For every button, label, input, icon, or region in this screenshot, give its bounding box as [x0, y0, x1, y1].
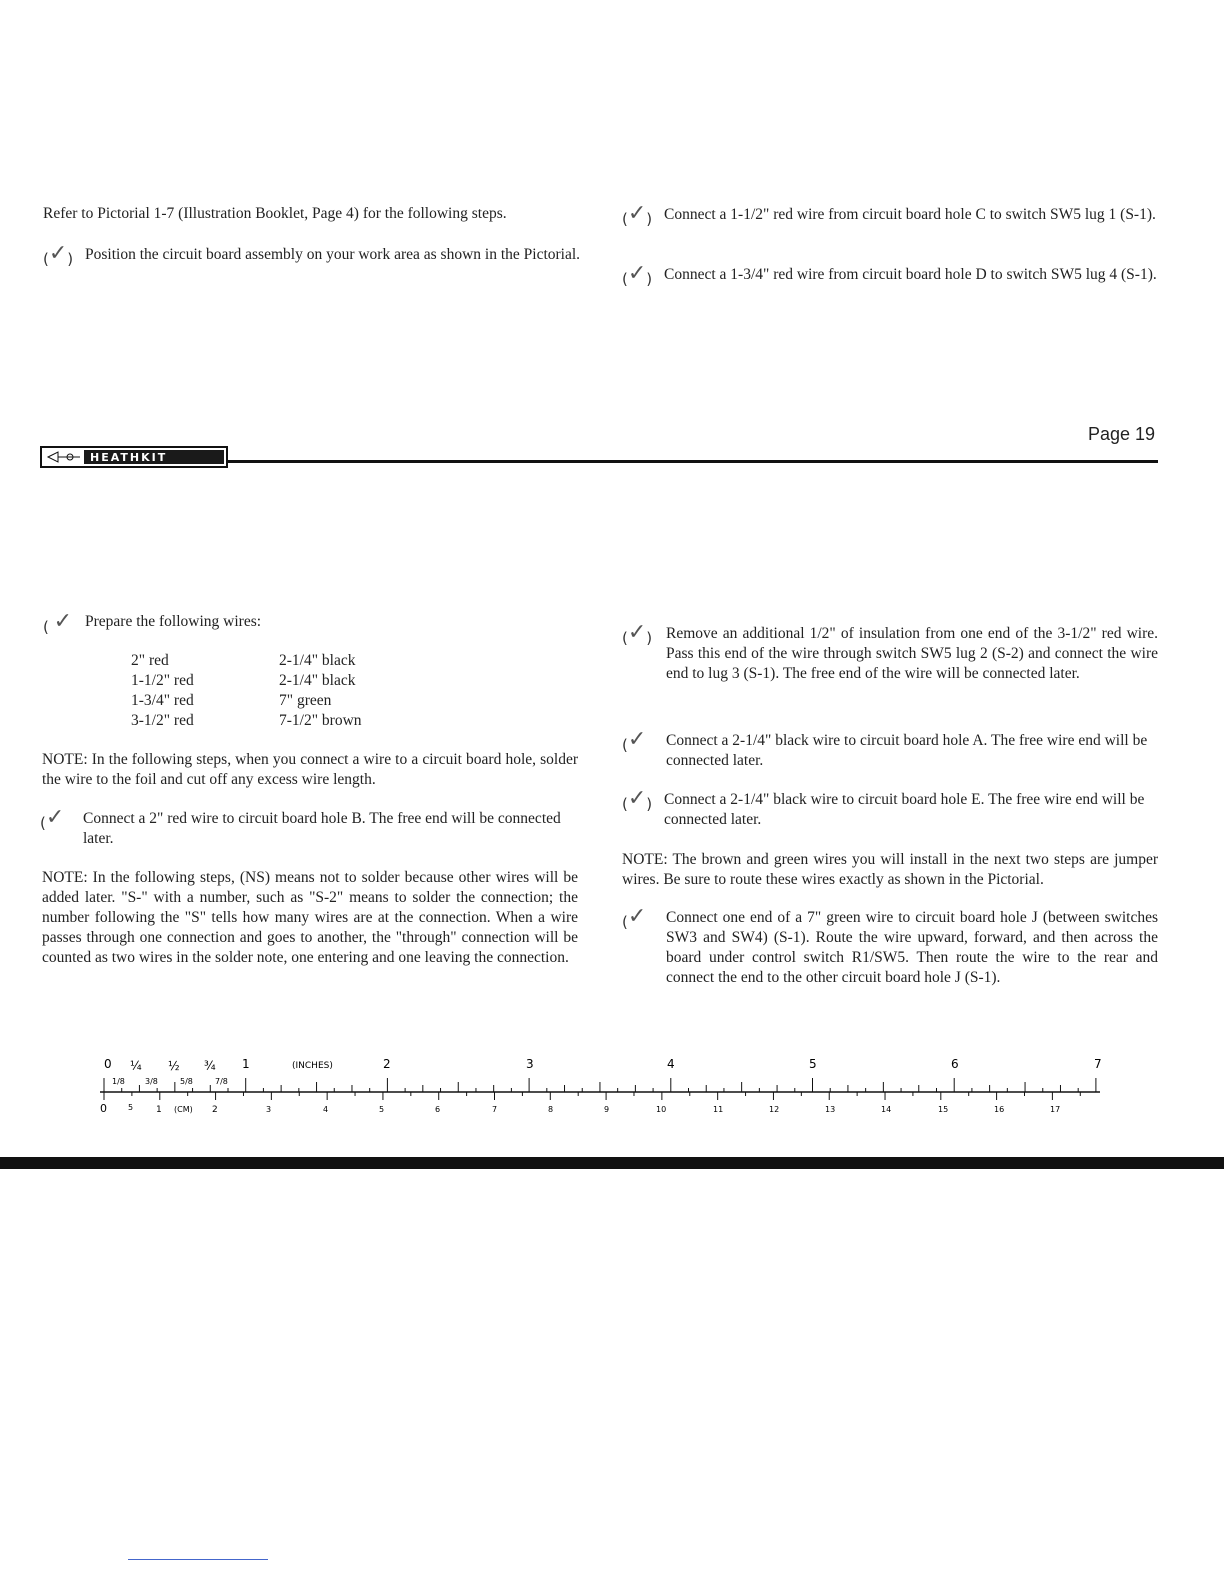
heathkit-logo [40, 446, 228, 468]
ruler-eighth-5: 5/8 [180, 1077, 193, 1086]
ruler-inch-7: 7 [1094, 1057, 1102, 1071]
checkbox[interactable]: (✓) [622, 786, 653, 813]
checkbox[interactable]: (✓ [622, 727, 647, 754]
ruler-cm-2: 2 [212, 1105, 218, 1115]
ruler-half: ½ [168, 1059, 180, 1073]
logo-text: HEATHKIT [90, 450, 168, 464]
ruler-inches-label: (INCHES) [292, 1061, 333, 1071]
check-icon: ✓ [627, 620, 647, 645]
check-icon: ✓ [48, 241, 68, 266]
checkbox[interactable]: (✓ [622, 904, 647, 931]
ruler-inch-5: 5 [809, 1057, 817, 1071]
check-icon: ✓ [627, 201, 647, 226]
ruler-cm-4: 4 [323, 1105, 329, 1114]
check-icon: ✓ [627, 786, 647, 811]
checkbox[interactable]: (✓) [43, 241, 74, 268]
ruler-cm-11: 11 [713, 1105, 724, 1114]
ruler-inch-1: 1 [242, 1057, 250, 1071]
ruler-cm-14: 14 [881, 1105, 892, 1114]
ruler-cm-6: 6 [435, 1105, 441, 1114]
wire-row: 2" red 2-1/4" black [131, 652, 356, 669]
wire-row: 1-3/4" red 7" green [131, 692, 332, 709]
ruler-cm-0: 0 [100, 1102, 107, 1115]
note-solder-foil: NOTE: In the following steps, when you connect a wire to a circuit board hole, solder the wire to the foil and cut off any excess wire length. [42, 751, 578, 788]
ruler-inch-6: 6 [951, 1057, 959, 1071]
heathkit-emblem-icon [44, 450, 84, 464]
ruler-inch-0: 0 [104, 1057, 112, 1071]
check-icon: ✓ [45, 805, 65, 830]
note-solder-codes: NOTE: In the following steps, (NS) means not to solder because other wires will be added later. "S-" with a number, such as "S-2" means to solder the connection; the number following the "S" tells how many wires are at the connection. When a wire passes through one connection and goes to another, the "through" connection will be counted as two wires in the solder note, one entering and one leaving the connection. [42, 869, 578, 966]
ruler-cm-10: 10 [656, 1105, 667, 1114]
ruler-cm-label: (CM) [174, 1105, 193, 1114]
page-number: Page 19 [1088, 424, 1156, 444]
checkbox[interactable]: (✓ [40, 805, 65, 832]
ruler-cm-5mm: 5 [128, 1103, 134, 1112]
checkbox[interactable]: (✓) [622, 261, 653, 288]
inch-ticks [104, 1078, 1096, 1092]
ruler-eighth-7: 7/8 [215, 1077, 228, 1086]
ruler-three-quarter: ¾ [204, 1059, 216, 1073]
ruler-cm-3: 3 [266, 1105, 272, 1114]
ruler-eighth-1: 1/8 [112, 1077, 125, 1086]
ruler-cm-16: 16 [994, 1105, 1005, 1114]
check-icon: ✓ [627, 904, 647, 929]
bottom-rule [0, 1157, 1224, 1169]
ruler-eighth-3: 3/8 [145, 1077, 158, 1086]
ruler-cm-15: 15 [938, 1105, 949, 1114]
ruler-cm-8: 8 [548, 1105, 554, 1114]
ruler-cm-7: 7 [492, 1105, 498, 1114]
header-rule [228, 460, 1158, 463]
ruler-inch-4: 4 [667, 1057, 675, 1071]
ruler-inch-3: 3 [526, 1057, 534, 1071]
checkbox[interactable]: (✓) [622, 620, 653, 647]
ruler-cm-13: 13 [825, 1105, 836, 1114]
ruler-inch-2: 2 [383, 1057, 391, 1071]
checkbox[interactable]: ( ✓ [43, 609, 73, 636]
check-icon: ✓ [53, 609, 73, 634]
note-jumper-wires: NOTE: The brown and green wires you will install in the next two steps are jumper wires. Be sure to route these wires exactly as shown in the Pictorial. [622, 851, 1158, 888]
ruler-cm-17: 17 [1050, 1105, 1061, 1114]
ruler-cm-5: 5 [379, 1105, 385, 1114]
check-icon: ✓ [627, 727, 647, 752]
ruler-quarter: ¼ [130, 1059, 142, 1073]
wire-row: 1-1/2" red 2-1/4" black [131, 672, 356, 689]
wire-list [131, 651, 362, 731]
cm-ticks [104, 1092, 1080, 1100]
ruler-cm-1: 1 [156, 1105, 162, 1115]
footer-line [128, 1559, 268, 1560]
ruler [90, 1052, 1106, 1120]
ruler-cm-12: 12 [769, 1105, 780, 1114]
ruler-cm-9: 9 [604, 1105, 610, 1114]
wire-row: 3-1/2" red 7-1/2" brown [131, 712, 362, 729]
checkbox[interactable]: (✓) [622, 201, 653, 228]
check-icon: ✓ [627, 261, 647, 286]
